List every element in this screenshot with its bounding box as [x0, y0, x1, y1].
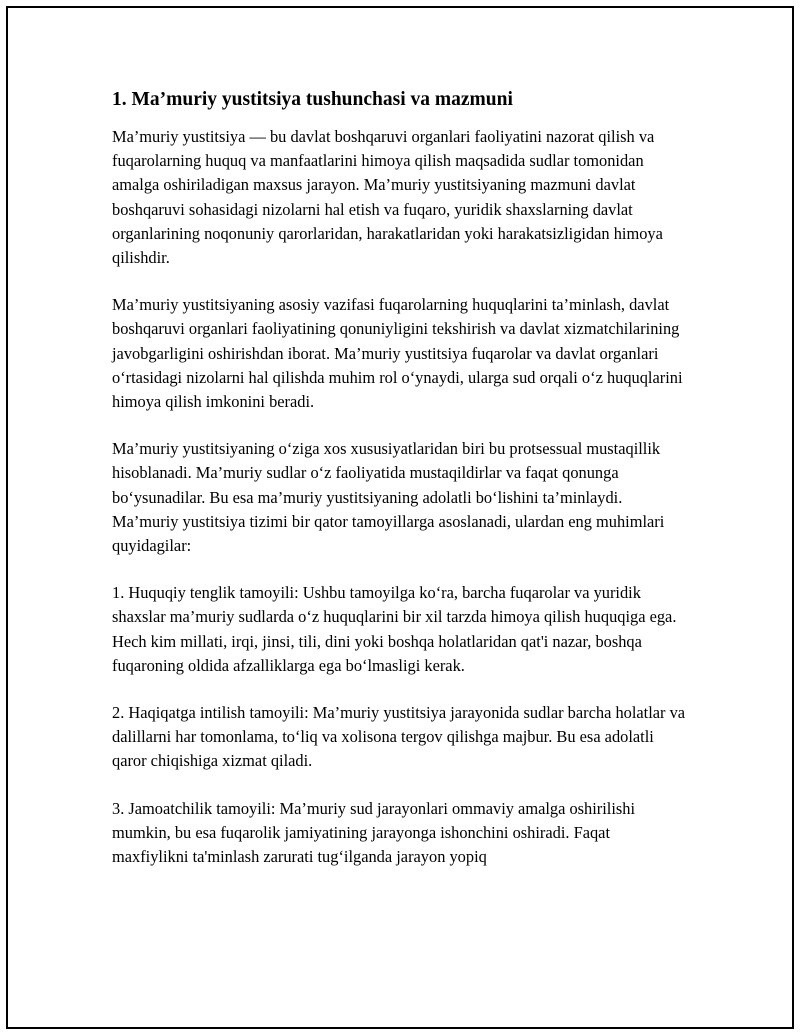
paragraph-principle-publicity: 3. Jamoatchilik tamoyili: Ma’muriy sud jarayonlari ommaviy amalga oshirilishi mumkin, bu esa fuqarolik jamiyatining jarayonga ishonchini oshiradi. Faqat maxfiylikni ta'minlash zarurati tug‘ilganda jarayon yopiq [112, 798, 636, 867]
paragraph-main-task: Ma’muriy yustitsiyaning asosiy vazifasi fuqarolarning huquqlarini ta’minlash, davlat boshqaruvi organlari faoliyatining qonuniyligini tekshirish va davlat xizmatchilarining javobgarligini oshirishdan iborat. Ma’muriy yustitsiya fuqarolar va davlat organlari o‘rtasidagi nizolarni hal qilishda muhim rol o‘ynaydi, ularga sud orqali o‘z huquqlarini himoya qilish imkonini beradi. [112, 295, 683, 412]
paragraph-principle-truth: 2. Haqiqatga intilish tamoyili: Ma’muriy yustitsiya jarayonida sudlar barcha holatlar va dalillarni har tomonlama, to‘liq va xolisona tergov qilishga majbur. Bu esa adolatli qaror chiqishiga xizmat qiladi. [112, 703, 686, 771]
paragraph-definition: Ma’muriy yustitsiya — bu davlat boshqaruvi organlari faoliyatini nazorat qilish va fuqarolarning huquq va manfaatlarini himoya qilish maqsadida sudlar tomonidan amalga oshiriladigan maxsus jarayon. Ma’muriy yustitsiyaning mazmuni davlat boshqaruvi sohasidagi nizolarni hal etish va fuqaro, yuridik shaxslarning davlat organlarining noqonuniy qarorlaridan, harakatlaridan yoki harakatsizligidan himoya qilishdir. [112, 127, 663, 268]
document-body [112, 88, 687, 892]
paragraph-principle-equality: 1. Huquqiy tenglik tamoyili: Ushbu tamoyilga ko‘ra, barcha fuqarolar va yuridik shaxslar ma’muriy sudlarda o‘z huquqlarini bir xil tarzda himoya qilish huquqiga ega. Hech kim millati, irqi, jinsi, tili, dini yoki boshqa holatlaridan qat'i nazar, boshqa fuqaroning oldida afzalliklarga ega bo‘lmasligi kerak. [112, 583, 677, 675]
paragraph-independence: Ma’muriy yustitsiyaning o‘ziga xos xususiyatlaridan biri bu protsessual mustaqillik hisoblanadi. Ma’muriy sudlar o‘z faoliyatida mustaqildirlar va faqat qonunga bo‘ysunadilar. Bu esa ma’muriy yustitsiyaning adolatli bo‘lishini ta’minlaydi. Ma’muriy yustitsiya tizimi bir qator tamoyillarga asoslanadi, ulardan eng muhimlari quyidagilar: [112, 439, 665, 556]
document-title: 1. Ma’muriy yustitsiya tushunchasi va mazmuni [112, 89, 513, 110]
